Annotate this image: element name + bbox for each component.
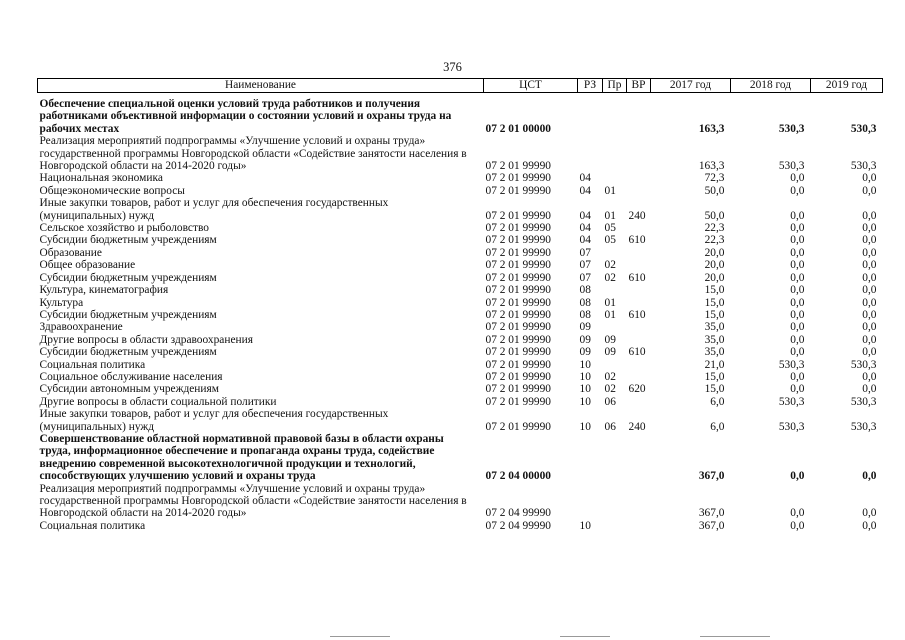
cell-pr [603,483,627,520]
cell-2017: 35,0 [704,333,725,346]
cell-vr [627,483,651,520]
cell-2017: 367,0 [698,470,725,483]
table-row [38,172,883,184]
cell-rz: 08 [579,296,591,309]
cell-name: Обеспечение специальной оценки условий труда работников и получения работниками объективной информации о состоянии условий и охраны труда на рабочих местах [39,98,452,135]
cell-rz: 08 [579,308,591,321]
cell-2019: 0,0 [862,321,877,334]
cell-pr [603,93,627,136]
cell-2019: 0,0 [862,470,877,483]
cell-2018: 0,0 [790,234,805,247]
cell-pr: 02 [604,383,616,396]
cell-name: Иные закупки товаров, работ и услуг для обеспечения государственных (муниципальных) нужд [39,408,389,433]
cell-vr: 610 [628,271,646,284]
cell-vr [627,172,651,184]
cell-name: Субсидии бюджетным учреждениям [39,271,217,284]
cell-2018: 530,3 [778,160,805,173]
cell-name: Сельское хозяйство и рыболовство [39,222,209,235]
cell-2017: 22,3 [704,234,725,247]
cell-rz: 04 [579,234,591,247]
table-row [38,297,883,309]
cell-2018: 0,0 [790,259,805,272]
cell-2017: 15,0 [704,383,725,396]
cell-2018: 0,0 [790,507,805,520]
cell-vr [627,334,651,346]
header-cst: ЦСТ [484,79,578,93]
cell-2017: 6,0 [710,395,725,408]
cell-2017: 20,0 [704,259,725,272]
cell-cst: 07 2 01 00000 [485,122,551,135]
cell-pr [603,135,627,172]
cell-vr: 610 [628,234,646,247]
cell-rz [578,93,603,136]
cell-2019: 0,0 [862,507,877,520]
cell-cst: 07 2 01 99990 [485,259,551,272]
cell-2019: 530,3 [850,358,877,371]
cell-rz: 04 [579,222,591,235]
cell-rz [578,135,603,172]
cell-pr [603,359,627,371]
cell-name: Культура [39,296,84,309]
cell-2018: 0,0 [790,271,805,284]
cell-pr: 01 [604,296,616,309]
cell-pr: 01 [604,184,616,197]
cell-name: Субсидии бюджетным учреждениям [39,346,217,359]
cell-name: Здравоохранение [39,321,123,334]
cell-vr: 240 [628,420,646,433]
cell-pr: 05 [604,222,616,235]
cell-2019: 0,0 [862,246,877,259]
header-rz: РЗ [578,79,603,93]
header-pr: Пр [603,79,627,93]
cell-2017: 367,0 [698,507,725,520]
cell-pr: 09 [604,346,616,359]
cell-pr: 02 [604,271,616,284]
cell-vr [627,297,651,309]
header-2019: 2019 год [811,79,883,93]
cell-2017: 50,0 [704,209,725,222]
table-row [38,396,883,408]
table-row [38,247,883,259]
cell-2019: 0,0 [862,333,877,346]
cell-pr: 06 [604,395,616,408]
cell-rz: 09 [579,321,591,334]
cell-2018: 0,0 [790,284,805,297]
cell-vr: 620 [628,383,646,396]
cell-vr [627,93,651,136]
cell-2018: 0,0 [790,383,805,396]
cell-cst: 07 2 01 99990 [485,346,551,359]
header-vr: ВР [627,79,651,93]
cell-rz: 09 [579,333,591,346]
cell-rz: 08 [579,284,591,297]
scan-artifact [700,636,770,637]
cell-2018: 0,0 [790,222,805,235]
cell-2018: 0,0 [790,333,805,346]
cell-rz: 10 [579,420,591,433]
cell-name: Общее образование [39,259,136,272]
cell-cst: 07 2 01 99990 [485,160,551,173]
cell-name: Совершенствование областной нормативной правовой базы в области охраны труда, информационное обеспечение и пропаганда охраны труда, содействие внедрению современной высокотехнологичной продукции и технологий, способствующих улучшению условий и охраны труда [39,432,444,483]
cell-name: Иные закупки товаров, работ и услуг для обеспечения государственных (муниципальных) нужд [39,197,389,222]
cell-rz: 07 [579,271,591,284]
cell-name: Реализация мероприятий подпрограммы «Улучшение условий и охраны труда» государственной программы Новгородской области «Содействие занятости населения в Новгородской области на 2014-2020 годы» [39,482,467,520]
table-row [38,371,883,383]
table-row [38,135,883,172]
table-row [38,383,883,395]
cell-rz: 04 [579,209,591,222]
cell-2017: 163,3 [698,160,725,173]
cell-name: Национальная экономика [39,172,163,185]
cell-pr: 02 [604,370,616,383]
cell-cst: 07 2 01 99990 [485,308,551,321]
cell-2018: 0,0 [790,519,805,532]
cell-name: Социальное обслуживание населения [39,370,223,383]
cell-cst: 07 2 04 99990 [485,519,551,532]
cell-cst: 07 2 01 99990 [485,395,551,408]
cell-vr [627,371,651,383]
cell-2018: 0,0 [790,470,805,483]
cell-cst: 07 2 01 99990 [485,296,551,309]
cell-2019: 0,0 [862,383,877,396]
cell-2018: 0,0 [790,346,805,359]
cell-rz: 10 [579,370,591,383]
cell-pr [603,172,627,184]
cell-pr [603,247,627,259]
cell-2018: 530,3 [778,358,805,371]
table-body [38,93,883,533]
cell-2019: 0,0 [862,370,877,383]
table-row [38,359,883,371]
table-row [38,408,883,433]
cell-2018: 0,0 [790,321,805,334]
cell-name: Другие вопросы в области социальной политики [39,395,277,408]
cell-cst: 07 2 01 99990 [485,358,551,371]
cell-2017: 6,0 [710,420,725,433]
cell-2017: 15,0 [704,296,725,309]
table-row [38,259,883,271]
cell-vr [627,247,651,259]
cell-2019: 0,0 [862,259,877,272]
page-number: 376 [443,60,462,74]
cell-name: Образование [39,246,102,259]
cell-rz: 10 [579,358,591,371]
cell-2019: 0,0 [862,172,877,185]
cell-2019: 0,0 [862,346,877,359]
cell-vr [627,222,651,234]
cell-vr [627,185,651,197]
cell-2018: 530,3 [778,420,805,433]
cell-pr: 01 [604,308,616,321]
cell-2017: 72,3 [704,172,725,185]
cell-2017: 22,3 [704,222,725,235]
cell-vr [627,284,651,296]
cell-vr [627,520,651,532]
cell-vr [627,321,651,333]
cell-rz: 04 [579,184,591,197]
cell-cst: 07 2 04 00000 [485,470,551,483]
cell-2017: 20,0 [704,271,725,284]
cell-rz [578,433,603,483]
cell-vr [627,135,651,172]
cell-2017: 21,0 [704,358,725,371]
cell-2019: 0,0 [862,271,877,284]
budget-table [37,78,883,532]
cell-cst: 07 2 01 99990 [485,184,551,197]
cell-rz: 09 [579,346,591,359]
cell-2017: 20,0 [704,246,725,259]
cell-pr: 05 [604,234,616,247]
table-row [38,483,883,520]
cell-cst: 07 2 01 99990 [485,234,551,247]
table-row [38,433,883,483]
table-row [38,334,883,346]
cell-2019: 0,0 [862,209,877,222]
header-2018: 2018 год [731,79,811,93]
cell-2018: 0,0 [790,308,805,321]
cell-2019: 530,3 [850,160,877,173]
cell-2017: 163,3 [698,122,725,135]
cell-2019: 0,0 [862,308,877,321]
cell-rz: 07 [579,259,591,272]
cell-cst: 07 2 01 99990 [485,172,551,185]
cell-rz: 04 [579,172,591,185]
cell-2017: 50,0 [704,184,725,197]
cell-name: Субсидии бюджетным учреждениям [39,234,217,247]
cell-rz: 07 [579,246,591,259]
cell-2019: 530,3 [850,420,877,433]
cell-vr [627,433,651,483]
cell-name: Субсидии автономным учреждениям [39,383,219,396]
cell-name: Реализация мероприятий подпрограммы «Улучшение условий и охраны труда» государственной программы Новгородской области «Содействие занятости населения в Новгородской области на 2014-2020 годы» [39,135,467,173]
table-row [38,93,883,136]
cell-2018: 0,0 [790,370,805,383]
cell-2017: 35,0 [704,321,725,334]
cell-2017: 15,0 [704,284,725,297]
cell-2019: 0,0 [862,184,877,197]
table-row [38,309,883,321]
cell-cst: 07 2 01 99990 [485,222,551,235]
cell-vr [627,396,651,408]
cell-2019: 0,0 [862,284,877,297]
cell-pr [603,433,627,483]
cell-cst: 07 2 01 99990 [485,333,551,346]
cell-2019: 0,0 [862,519,877,532]
table-row [38,185,883,197]
cell-rz: 10 [579,383,591,396]
cell-pr: 01 [604,209,616,222]
cell-name: Субсидии бюджетным учреждениям [39,308,217,321]
table-row [38,321,883,333]
cell-name: Социальная политика [39,358,146,371]
table-row [38,272,883,284]
cell-rz: 10 [579,395,591,408]
scan-artifact [560,636,610,637]
table-row [38,520,883,532]
cell-cst: 07 2 01 99990 [485,246,551,259]
cell-2017: 15,0 [704,308,725,321]
cell-vr: 240 [628,209,646,222]
cell-rz [578,483,603,520]
cell-name: Социальная политика [39,519,146,532]
table-row [38,284,883,296]
cell-2018: 0,0 [790,184,805,197]
cell-pr [603,520,627,532]
cell-2017: 15,0 [704,370,725,383]
cell-vr [627,359,651,371]
table-row [38,197,883,222]
cell-2019: 530,3 [850,395,877,408]
cell-2019: 0,0 [862,234,877,247]
cell-cst: 07 2 04 99990 [485,507,551,520]
cell-pr [603,284,627,296]
header-name: Наименование [38,79,484,93]
cell-2018: 0,0 [790,209,805,222]
cell-pr: 06 [604,420,616,433]
cell-2017: 367,0 [698,519,725,532]
cell-2019: 0,0 [862,222,877,235]
cell-2019: 0,0 [862,296,877,309]
cell-cst: 07 2 01 99990 [485,420,551,433]
scan-artifact [330,636,390,637]
table-row [38,346,883,358]
cell-2017: 35,0 [704,346,725,359]
table-header-row [38,79,883,93]
cell-2019: 530,3 [850,122,877,135]
cell-vr [627,259,651,271]
cell-2018: 0,0 [790,296,805,309]
cell-pr: 02 [604,259,616,272]
cell-cst: 07 2 01 99990 [485,370,551,383]
cell-cst: 07 2 01 99990 [485,383,551,396]
cell-2018: 0,0 [790,246,805,259]
cell-2018: 530,3 [778,122,805,135]
table-row [38,234,883,246]
cell-cst: 07 2 01 99990 [485,284,551,297]
cell-name: Культура, кинематография [39,284,169,297]
cell-pr [603,321,627,333]
cell-2018: 0,0 [790,172,805,185]
cell-cst: 07 2 01 99990 [485,209,551,222]
cell-rz: 10 [579,519,591,532]
cell-vr: 610 [628,346,646,359]
cell-2018: 530,3 [778,395,805,408]
cell-name: Общеэкономические вопросы [39,184,185,197]
cell-cst: 07 2 01 99990 [485,271,551,284]
table-row [38,222,883,234]
cell-pr: 09 [604,333,616,346]
cell-name: Другие вопросы в области здравоохранения [39,333,253,346]
cell-cst: 07 2 01 99990 [485,321,551,334]
cell-vr: 610 [628,308,646,321]
header-2017: 2017 год [651,79,731,93]
